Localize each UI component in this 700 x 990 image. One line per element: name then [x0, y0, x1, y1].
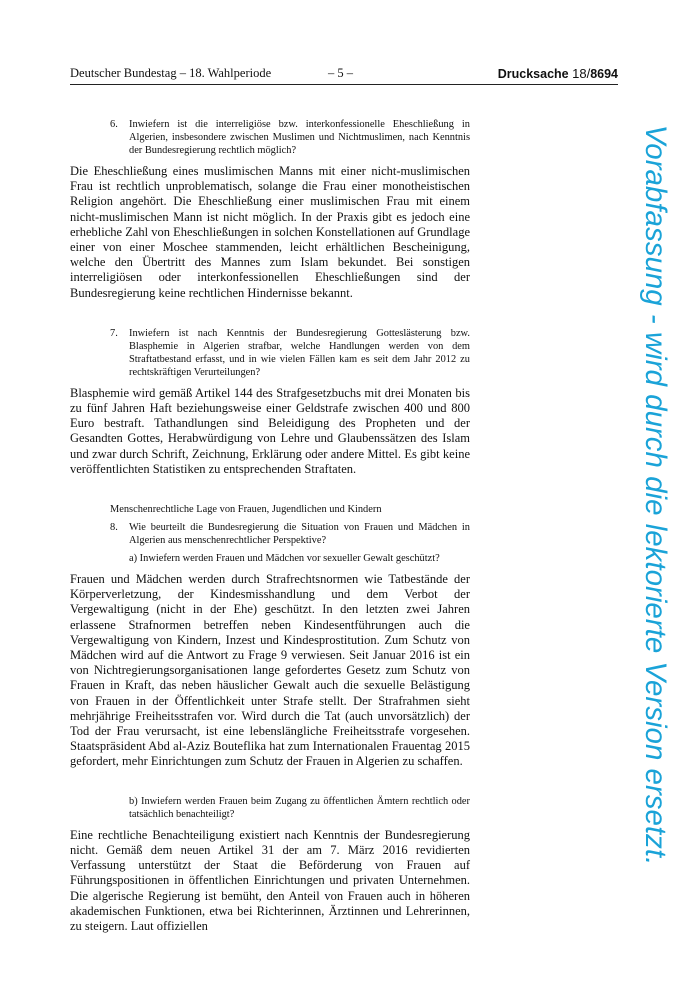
question-text: Inwiefern ist nach Kenntnis der Bundesregierung Gotteslästerung bzw. Blasphemie in Algerien strafbar, welche Handlungen werden von dem Straftatbestand erfasst, und in wie vielen Fällen kam es seit dem Jahr 2012 zu rechtskräftigen Verurteilungen?	[129, 327, 470, 378]
doc-number: 8694	[590, 67, 618, 81]
question-number: 8.	[110, 522, 118, 534]
answer-8a: Frauen und Mädchen werden durch Strafrechtsnormen wie Tatbestände der Körperverletzung, der Kindesmisshandlung und dem Verbot der Vergewaltigung (nicht in der Ehe) geschützt. In den letzten zwei Jahren erlassene Strafnormen betreffen neben Kindesentführungen auch die Vergewaltigung von Kindern, Inzest und Kindesprostitution. Zum Schutz von Mädchen wird auf die Antwort zu Frage 9 verwiesen. Seit Januar 2016 ist ein von Nichtregierungsorganisationen lange gefordertes Gesetz zum Schutz von Frauen in Kraft, das neben häuslicher Gewalt auch die sexuelle Belästigung von Frauen in der Öffentlichkeit unter Strafe stellt. Der Strafrahmen sieht mehrjährige Freiheitsstrafen vor. Wird durch die Tat (auch unvorsätzlich) der Tod der Frau verursacht, ist eine lebenslängliche Freiheitsstrafe vorgesehen. Staatspräsident Abd al-Aziz Bouteflika hat zum Internationalen Frauentag 2015 gefordert, mehr Einrichtungen zum Schutz der Frauen in Algerien zu schaffen.	[70, 572, 470, 769]
document-number	[498, 66, 618, 81]
question-number: 6.	[110, 119, 118, 130]
question-text: Inwiefern ist die interreligiöse bzw. interkonfessionelle Eheschließung in Algerien, insbesondere zwischen Muslimen und Nichtmuslimen, nach Kenntnis der Bundesregierung rechtlich möglich?	[129, 119, 470, 156]
section-heading: Menschenrechtliche Lage von Frauen, Jugendlichen und Kindern	[110, 504, 382, 516]
answer-8b: Eine rechtliche Benachteiligung existiert nach Kenntnis der Bundesregierung nicht. Gemäß dem neuen Artikel 31 der am 7. März 2016 revidierten Verfassung unterstützt der Staat die Beförderung von Frauen auf Führungspositionen in öffentlichen Einrichtungen und privaten Unternehmen. Die algerische Regierung ist bemüht, den Anteil von Frauen auch in höheren akademischen Funktionen, etwa bei Richterinnen, Ärztinnen und Lehrerinnen, zu steigern. Laut offiziellen	[70, 827, 470, 933]
draft-watermark: Vorabfassung - wird durch die lektorierte Version ersetzt.	[639, 124, 672, 866]
answer-7: Blasphemie wird gemäß Artikel 144 des Strafgesetzbuchs mit drei Monaten bis zu fünf Jahren Haft beziehungsweise einer Geldstrafe zwischen 400 und 800 Euro bestraft. Tathandlungen sind Beleidigung des Propheten und der Gesandten Gottes, Herabwürdigung von Lehre und Glaubenssätzen des Islam und zwar durch Schrift, Zeichnung, Erklärung oder andere Mittel. Es gibt keine veröffentlichten Statistiken zu entsprechenden Straftaten.	[70, 385, 470, 476]
doc-prefix: 18/	[572, 66, 591, 81]
page-header	[70, 66, 618, 85]
question-text: Wie beurteilt die Bundesregierung die Situation von Frauen und Mädchen in Algerien aus menschenrechtlicher Perspektive?	[129, 522, 470, 547]
doc-label: Drucksache	[497, 67, 569, 81]
page-number: – 5 –	[328, 66, 353, 80]
answer-6: Die Eheschließung eines muslimischen Manns mit einer nicht-muslimischen Frau ist rechtlich unproblematisch, solange die Frau einer monotheistischen Religion angehört. Die Eheschließung einer muslimischen Frau mit einem nicht-muslimischen Mann ist nicht möglich. In der Praxis gibt es jedoch eine erhebliche Zahl von Eheschließungen in solchen Konstellationen auf Grundlage einer von einer Moschee stammenden, leicht erhältlichen Bescheinigung, welche den Übertritt des Mannes zum Islam bekundet. Bei sonstigen interreligiösen oder interkonfessionellen Eheschließungen sind der Bundesregierung keine rechtlichen Hindernisse bekannt.	[70, 164, 470, 300]
question-number: 7.	[110, 327, 118, 339]
question-6	[70, 118, 470, 157]
question-8	[70, 521, 470, 547]
document-body	[70, 118, 470, 934]
question-8b: b) Inwiefern werden Frauen beim Zugang zu öffentlichen Ämtern rechtlich oder tatsächlich benachteiligt?	[129, 795, 470, 820]
header-parliament: Deutscher Bundestag – 18. Wahlperiode	[70, 66, 272, 80]
question-8a: a) Inwiefern werden Frauen und Mädchen vor sexueller Gewalt geschützt?	[129, 553, 440, 565]
question-7	[70, 327, 470, 379]
